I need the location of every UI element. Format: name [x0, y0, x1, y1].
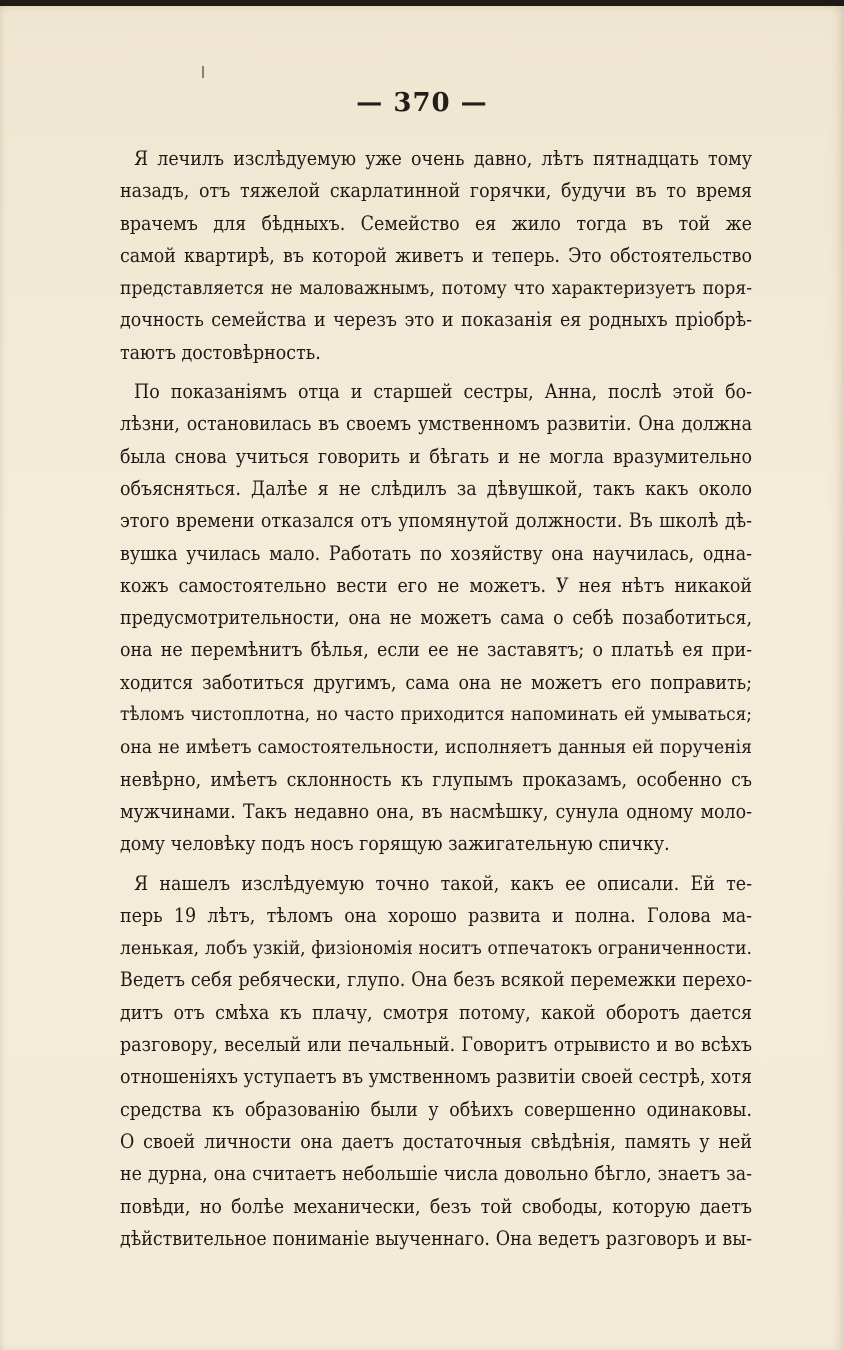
- text-line: О своей личности она даетъ достаточныя свѣдѣнія, память у ней: [120, 1129, 752, 1153]
- text-line: дочность семейства и черезъ это и показанія ея родныхъ пріобрѣ-: [120, 308, 752, 332]
- text-line: ходится заботиться другимъ, сама она не можетъ его поправить;: [120, 670, 752, 694]
- page-number: — 370 —: [356, 88, 488, 118]
- paragraph-1: [120, 143, 752, 369]
- text-line: разговору, веселый или печальный. Говоритъ отрывисто и во всѣхъ: [120, 1033, 752, 1057]
- text-line: Я лечилъ изслѣдуемую уже очень давно, лѣтъ пятнадцать тому: [134, 147, 752, 170]
- text-line: дѣйствительное пониманіе выученнаго. Она ведетъ разговоръ и вы-: [120, 1226, 752, 1250]
- text-line: предусмотрительности, она не можетъ сама о себѣ позаботиться,: [120, 606, 752, 630]
- text-line: объясняться. Далѣе я не слѣдилъ за дѣвушкой, такъ какъ около: [120, 476, 752, 500]
- text-line: не дурна, она считаетъ небольшіе числа довольно бѣгло, знаетъ за-: [120, 1162, 752, 1186]
- text-line: ленькая, лобъ узкій, физіономія носитъ отпечатокъ ограниченности.: [120, 936, 752, 960]
- text-line: таютъ достовѣрность.: [120, 340, 321, 364]
- text-line: перь 19 лѣтъ, тѣломъ она хорошо развита и полна. Голова ма-: [120, 903, 752, 927]
- text-line: врачемъ для бѣдныхъ. Семейство ея жило тогда въ той же: [120, 211, 752, 235]
- text-line: лѣзни, остановилась въ своемъ умственномъ развитіи. Она должна: [120, 412, 752, 436]
- paragraph-3: [120, 868, 752, 1256]
- text-line: дитъ отъ смѣха къ плачу, смотря потому, какой оборотъ дается: [120, 1000, 752, 1024]
- text-line: невѣрно, имѣетъ склонность къ глупымъ проказамъ, особенно съ: [120, 767, 752, 791]
- text-line: Я нашелъ изслѣдуемую точно такой, какъ ее описали. Ей те-: [134, 871, 752, 895]
- text-line: средства къ образованію были у обѣихъ совершенно одинаковы.: [120, 1097, 752, 1121]
- paragraph-2: [120, 376, 752, 860]
- text-line: дому человѣку подъ носъ горящую зажигательную спичку.: [120, 832, 670, 856]
- text-line: этого времени отказался отъ упомянутой должности. Въ школѣ дѣ-: [120, 509, 752, 533]
- text-line: самой квартирѣ, въ которой живетъ и теперь. Это обстоятельство: [120, 243, 752, 267]
- text-line: мужчинами. Такъ недавно она, въ насмѣшку, сунула одному моло-: [120, 799, 752, 823]
- text-line: она не перемѣнитъ бѣлья, если ее не заставятъ; о платьѣ ея при-: [120, 638, 752, 662]
- text-line: представляется не маловажнымъ, потому что характеризуетъ поря-: [120, 276, 752, 300]
- text-line: назадъ, отъ тяжелой скарлатинной горячки, будучи въ то время: [120, 179, 752, 203]
- text-line: Ведетъ себя ребячески, глупо. Она безъ всякой перемежки перехо-: [120, 968, 752, 992]
- text-line: была снова учиться говорить и бѣгать и не могла вразумительно: [120, 444, 752, 468]
- text-line: вушка училась мало. Работать по хозяйству она научилась, одна-: [120, 541, 752, 565]
- page-top-edge: [0, 0, 844, 6]
- text-line: она не имѣетъ самостоятельности, исполняетъ данныя ей порученія: [120, 735, 752, 759]
- text-line: По показаніямъ отца и старшей сестры, Анна, послѣ этой бо-: [134, 380, 752, 404]
- margin-mark: [202, 66, 204, 78]
- body-text: [120, 143, 752, 1262]
- text-line: повѣди, но болѣе механически, безъ той свободы, которую даетъ: [120, 1194, 752, 1218]
- text-line: тѣломъ чистоплотна, но часто приходится напоминать ей умываться;: [120, 704, 752, 726]
- text-line: отношеніяхъ уступаетъ въ умственномъ развитіи своей сестрѣ, хотя: [120, 1065, 752, 1089]
- text-line: кожъ самостоятельно вести его не можетъ. У нея нѣтъ никакой: [120, 573, 752, 597]
